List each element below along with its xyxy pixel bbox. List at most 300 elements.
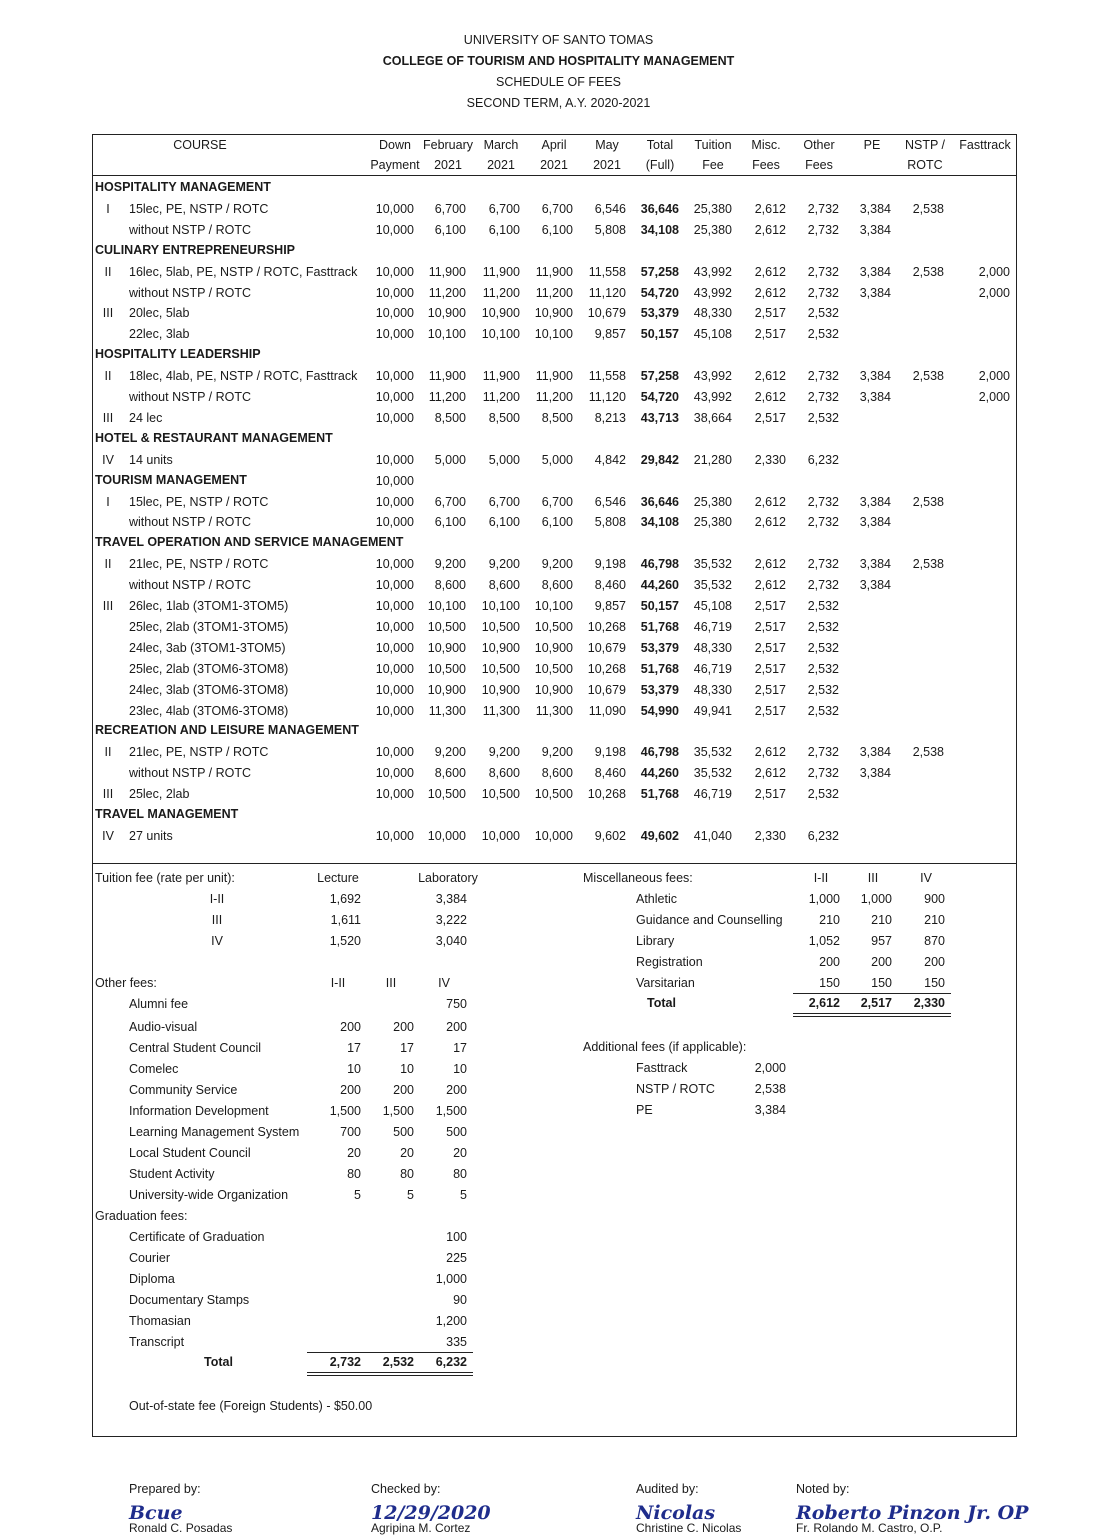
- graduation-fee-name: Documentary Stamps: [129, 1293, 250, 1307]
- other-fee-value: 200: [446, 1083, 467, 1097]
- misc-fee-name: Registration: [636, 955, 703, 969]
- fee-cell: 2,330: [754, 452, 786, 467]
- fee-cell: 49,941: [693, 703, 732, 718]
- fee-cell: 9,198: [594, 745, 626, 760]
- fee-cell: 6,700: [488, 494, 520, 509]
- fee-cell: 9,200: [434, 745, 466, 760]
- graduation-fee-value: 100: [446, 1230, 467, 1244]
- graduation-fee-name: Thomasian: [129, 1314, 191, 1328]
- other-fee-name: Audio-visual: [129, 1020, 198, 1034]
- year-level: II: [104, 745, 112, 760]
- fee-cell: 10,268: [587, 787, 626, 802]
- other-fee-value: 10: [453, 1062, 467, 1076]
- fee-cell: 10,500: [427, 661, 466, 676]
- fee-cell: 11,558: [588, 369, 626, 384]
- fee-cell: 10,000: [375, 745, 414, 760]
- year-level: III: [102, 599, 114, 613]
- fee-cell: 10,000: [375, 390, 414, 404]
- other-fee-value: 80: [400, 1167, 414, 1181]
- graduation-fee-value: 1,000: [435, 1272, 467, 1286]
- fee-cell: 11,200: [428, 285, 466, 300]
- course-description: 16lec, 5lab, PE, NSTP / ROTC, Fasttrack: [129, 264, 358, 279]
- fee-cell: 3,384: [859, 494, 891, 509]
- fee-cell: 2,532: [807, 306, 839, 321]
- fee-cell: 8,600: [434, 578, 466, 593]
- signatory-name: Agripina M. Cortez: [371, 1521, 471, 1535]
- other-fee-name: Central Student Council: [129, 1041, 262, 1055]
- fee-cell: 3,384: [859, 578, 891, 593]
- other-fee-value: 200: [393, 1020, 414, 1034]
- fee-cell: 5,000: [434, 452, 466, 467]
- fee-cell: 10,900: [427, 306, 466, 321]
- fee-cell: 6,100: [541, 515, 573, 530]
- fee-cell: 25,380: [693, 201, 732, 216]
- fee-cell: 48,330: [693, 306, 732, 321]
- fee-cell: 10,100: [481, 599, 520, 613]
- fee-cell: 2,732: [807, 201, 839, 216]
- fee-cell: 3,384: [859, 201, 891, 216]
- fee-cell: 2,732: [807, 578, 839, 593]
- fee-cell: 8,600: [541, 578, 573, 593]
- fee-cell: 11,200: [535, 285, 573, 300]
- column-header-8-line-1: Fees: [752, 158, 780, 172]
- fee-cell: 2,612: [754, 222, 786, 237]
- fee-cell: 10,000: [375, 222, 414, 237]
- fee-cell: 10,000: [375, 327, 414, 342]
- additional-fee-name: PE: [636, 1103, 653, 1117]
- fee-cell: 51,768: [640, 661, 679, 676]
- fee-cell: 2,517: [754, 787, 786, 802]
- other-fees-total-value: 2,532: [382, 1355, 414, 1369]
- tuition-level: III: [211, 913, 223, 927]
- fee-cell: 46,719: [693, 787, 732, 802]
- fee-cell: 10,100: [534, 599, 573, 613]
- other-fee-value: 20: [400, 1146, 414, 1160]
- other-fee-value: 5: [407, 1188, 414, 1202]
- fee-cell: 2,732: [807, 222, 839, 237]
- handwritten-signature: 12/29/2020: [371, 1502, 491, 1524]
- other-fees-header: IV: [438, 976, 450, 990]
- course-description: 20lec, 5lab: [129, 306, 190, 321]
- fee-cell: 2,538: [912, 745, 944, 760]
- fee-cell: 10,000: [375, 515, 414, 530]
- fee-cell: 43,992: [693, 285, 732, 300]
- fee-cell: 2,532: [807, 619, 839, 634]
- course-description: 24lec, 3ab (3TOM1-3TOM5): [129, 640, 286, 655]
- graduation-fee-name: Diploma: [129, 1272, 175, 1286]
- course-description: without NSTP / ROTC: [129, 285, 252, 300]
- fee-cell: 10,000: [375, 264, 414, 279]
- fee-cell: 2,538: [912, 369, 944, 384]
- fee-cell: 2,732: [807, 390, 839, 404]
- course-description: 24 lec: [129, 410, 163, 425]
- fee-cell: 6,700: [434, 201, 466, 216]
- year-level: II: [104, 557, 112, 572]
- fee-cell: 25,380: [693, 494, 732, 509]
- tuition-title: Tuition fee (rate per unit):: [95, 871, 235, 885]
- fee-cell: 10,000: [375, 619, 414, 634]
- signatory-name: Fr. Rolando M. Castro, O.P.: [796, 1521, 943, 1535]
- additional-fee-value: 2,538: [754, 1082, 786, 1096]
- fee-cell: 6,100: [434, 515, 466, 530]
- misc-fee-value: 150: [819, 976, 840, 990]
- fee-cell: 10,679: [587, 306, 626, 321]
- fee-cell: 2,532: [807, 787, 839, 802]
- fee-cell: 2,612: [754, 285, 786, 300]
- course-description: without NSTP / ROTC: [129, 766, 252, 781]
- fee-cell: 10,500: [534, 787, 573, 802]
- course-description: 14 units: [129, 452, 173, 467]
- year-level: I: [106, 201, 110, 216]
- fee-cell: 6,700: [488, 201, 520, 216]
- fee-cell: 2,000: [978, 285, 1010, 300]
- fee-cell: 2,538: [912, 494, 944, 509]
- fee-cell: 51,768: [640, 787, 679, 802]
- fee-cell: 10,679: [587, 640, 626, 655]
- misc-fee-value: 210: [871, 913, 892, 927]
- section-heading: HOTEL & RESTAURANT MANAGEMENT: [95, 430, 333, 445]
- fee-cell: 48,330: [693, 682, 732, 697]
- fee-cell: 9,200: [541, 745, 573, 760]
- other-fee-name: Community Service: [129, 1083, 238, 1097]
- fee-cell: 8,500: [541, 410, 573, 425]
- other-fee-value: 17: [347, 1041, 361, 1055]
- course-description: without NSTP / ROTC: [129, 222, 252, 237]
- fee-cell: 8,600: [434, 766, 466, 781]
- other-fee-value: 700: [340, 1125, 361, 1139]
- graduation-fee-name: Courier: [129, 1251, 170, 1265]
- fee-cell: 10,900: [481, 306, 520, 321]
- fee-cell: 11,200: [482, 285, 520, 300]
- fee-cell: 8,500: [434, 410, 466, 425]
- fee-cell: 2,532: [807, 682, 839, 697]
- other-fee-value: 1,500: [329, 1104, 361, 1118]
- fee-cell: 10,000: [375, 787, 414, 802]
- column-header-6-line-0: Total: [646, 138, 674, 152]
- fee-cell: 10,100: [427, 327, 466, 342]
- fee-cell: 10,268: [587, 661, 626, 676]
- fee-cell: 11,900: [428, 369, 466, 384]
- misc-fee-name: Varsitarian: [636, 976, 695, 990]
- fee-cell: 10,000: [375, 473, 414, 488]
- course-description: 25lec, 2lab: [129, 787, 190, 802]
- fee-cell: 10,000: [375, 828, 414, 843]
- fee-cell: 10,000: [375, 766, 414, 781]
- misc-fee-name: Guidance and Counselling: [636, 913, 783, 927]
- other-fee-name: University-wide Organization: [129, 1188, 289, 1202]
- misc-fee-value: 150: [924, 976, 945, 990]
- fee-cell: 29,842: [640, 452, 679, 467]
- column-header-5-line-0: May: [595, 138, 619, 152]
- fee-cell: 45,108: [693, 599, 732, 613]
- fee-cell: 6,546: [594, 494, 626, 509]
- other-fee-value: 1,500: [382, 1104, 414, 1118]
- year-level: III: [102, 787, 114, 802]
- fee-cell: 54,720: [640, 285, 679, 300]
- fee-cell: 11,900: [482, 264, 520, 279]
- fee-cell: 3,384: [859, 557, 891, 572]
- fee-cell: 2,000: [978, 369, 1010, 384]
- column-header-5-line-1: 2021: [593, 158, 621, 172]
- fee-cell: 43,992: [693, 264, 732, 279]
- fee-cell: 2,732: [807, 745, 839, 760]
- fee-cell: 10,268: [587, 619, 626, 634]
- other-fee-value: 500: [393, 1125, 414, 1139]
- fee-cell: 3,384: [859, 369, 891, 384]
- fee-cell: 2,532: [807, 410, 839, 425]
- other-fee-value: 200: [340, 1020, 361, 1034]
- tuition-laboratory-rate: 3,384: [435, 892, 467, 906]
- tuition-laboratory-header: Laboratory: [418, 871, 478, 885]
- fee-cell: 6,232: [807, 452, 839, 467]
- fee-cell: 3,384: [859, 745, 891, 760]
- fee-cell: 54,720: [640, 390, 679, 404]
- fee-cell: 2,000: [978, 264, 1010, 279]
- year-level: II: [104, 369, 112, 384]
- other-fees-header: I-II: [330, 976, 346, 990]
- university-name: UNIVERSITY OF SANTO TOMAS: [463, 33, 654, 47]
- course-description: 15lec, PE, NSTP / ROTC: [129, 494, 269, 509]
- other-fees-total-double-rule-2: [307, 1375, 473, 1376]
- misc-fees-total-double-rule-1: [793, 1013, 951, 1014]
- fee-cell: 2,538: [912, 264, 944, 279]
- fee-cell: 2,732: [807, 264, 839, 279]
- fee-cell: 2,538: [912, 557, 944, 572]
- course-description: 15lec, PE, NSTP / ROTC: [129, 201, 269, 216]
- other-fees-total-value: 6,232: [435, 1355, 467, 1369]
- other-fee-value: 80: [453, 1167, 467, 1181]
- fee-cell: 3,384: [859, 264, 891, 279]
- signature-label: Prepared by:: [129, 1482, 201, 1496]
- fee-cell: 10,500: [427, 619, 466, 634]
- misc-fee-value: 1,052: [808, 934, 840, 948]
- course-description: 18lec, 4lab, PE, NSTP / ROTC, Fasttrack: [129, 369, 358, 384]
- signature-label: Noted by:: [796, 1482, 850, 1496]
- fee-cell: 8,500: [488, 410, 520, 425]
- fee-cell: 10,000: [375, 306, 414, 321]
- fee-cell: 36,646: [640, 494, 679, 509]
- fee-cell: 10,900: [534, 640, 573, 655]
- misc-fee-value: 957: [871, 934, 892, 948]
- fee-cell: 44,260: [640, 578, 679, 593]
- fee-cell: 10,500: [427, 787, 466, 802]
- fee-cell: 6,546: [594, 201, 626, 216]
- fee-cell: 4,842: [594, 452, 626, 467]
- fee-cell: 2,612: [754, 745, 786, 760]
- graduation-fees-title: Graduation fees:: [95, 1209, 188, 1223]
- signature-label: Audited by:: [636, 1482, 699, 1496]
- fee-cell: 51,768: [640, 619, 679, 634]
- misc-fee-value: 210: [819, 913, 840, 927]
- fee-cell: 2,517: [754, 640, 786, 655]
- other-fee-value: 10: [347, 1062, 361, 1076]
- other-fees-total-rule: [307, 1352, 473, 1353]
- fee-cell: 57,258: [640, 369, 679, 384]
- other-fee-name: Information Development: [129, 1104, 269, 1118]
- section-heading: TOURISM MANAGEMENT: [95, 472, 247, 487]
- section-heading: HOSPITALITY LEADERSHIP: [95, 347, 261, 362]
- column-header-4-line-0: April: [541, 138, 567, 152]
- fee-cell: 43,992: [693, 369, 732, 384]
- course-description: 25lec, 2lab (3TOM1-3TOM5): [129, 619, 289, 634]
- misc-fees-total-double-rule-2: [793, 1016, 951, 1017]
- year-level: I: [106, 494, 110, 509]
- fee-cell: 44,260: [640, 766, 679, 781]
- fee-cell: 2,000: [978, 390, 1010, 404]
- misc-fee-value: 900: [924, 892, 945, 906]
- other-fee-value: 20: [453, 1146, 467, 1160]
- fee-cell: 2,532: [807, 327, 839, 342]
- section-heading: HOSPITALITY MANAGEMENT: [95, 180, 271, 194]
- fee-cell: 11,300: [428, 703, 466, 718]
- fee-cell: 11,900: [428, 264, 466, 279]
- misc-fee-value: 210: [924, 913, 945, 927]
- other-fees-total-label: Total: [204, 1355, 233, 1369]
- column-header-9-line-0: Other: [803, 138, 835, 152]
- fee-cell: 46,798: [640, 745, 679, 760]
- fee-cell: 2,532: [807, 661, 839, 676]
- fee-cell: 10,000: [375, 640, 414, 655]
- tuition-level: IV: [211, 934, 223, 948]
- fee-cell: 9,602: [594, 828, 626, 843]
- tuition-lecture-header: Lecture: [317, 871, 359, 885]
- additional-fee-name: NSTP / ROTC: [636, 1082, 715, 1096]
- handwritten-signature: Bcue: [129, 1502, 183, 1524]
- column-header-6-line-1: (Full): [645, 158, 675, 172]
- course-description: 27 units: [129, 828, 173, 843]
- fee-cell: 10,000: [375, 557, 414, 572]
- fee-cell: 11,300: [482, 703, 520, 718]
- college-name: COLLEGE OF TOURISM AND HOSPITALITY MANAGEMENT: [382, 54, 735, 68]
- year-level: IV: [102, 452, 114, 467]
- fee-cell: 11,558: [588, 264, 626, 279]
- other-fee-value: 80: [347, 1167, 361, 1181]
- fee-cell: 2,612: [754, 390, 786, 404]
- fee-cell: 6,700: [541, 201, 573, 216]
- other-fees-title: Other fees:: [95, 976, 157, 990]
- misc-fees-total-value: 2,517: [860, 996, 892, 1010]
- fee-cell: 53,379: [640, 306, 679, 321]
- additional-fees-title: Additional fees (if applicable):: [583, 1040, 747, 1054]
- fee-cell: 11,200: [482, 390, 520, 404]
- fee-cell: 35,532: [693, 745, 732, 760]
- out-of-state-fee: Out-of-state fee (Foreign Students) - $50.00: [129, 1399, 373, 1413]
- fee-cell: 3,384: [859, 390, 891, 404]
- fee-cell: 2,732: [807, 515, 839, 530]
- fee-cell: 10,000: [481, 828, 520, 843]
- fee-cell: 50,157: [640, 327, 679, 342]
- fee-cell: 10,679: [587, 682, 626, 697]
- fee-cell: 49,602: [640, 828, 679, 843]
- fee-cell: 9,857: [594, 327, 626, 342]
- fee-cell: 10,000: [375, 494, 414, 509]
- fee-cell: 54,990: [640, 703, 679, 718]
- fee-cell: 11,090: [588, 703, 626, 718]
- tuition-level: I-II: [209, 892, 225, 906]
- fee-cell: 2,517: [754, 599, 786, 613]
- fee-cell: 10,900: [427, 640, 466, 655]
- fee-cell: 9,200: [488, 745, 520, 760]
- fee-cell: 5,808: [594, 515, 626, 530]
- fee-cell: 10,900: [534, 306, 573, 321]
- fee-cell: 10,000: [375, 599, 414, 613]
- column-header-0-line-0: COURSE: [173, 138, 227, 152]
- fee-cell: 3,384: [859, 766, 891, 781]
- fee-cell: 2,612: [754, 201, 786, 216]
- other-fee-value: 5: [354, 1188, 361, 1202]
- fee-cell: 8,460: [594, 578, 626, 593]
- signatory-name: Christine C. Nicolas: [636, 1521, 742, 1535]
- other-fee-value: 200: [393, 1083, 414, 1097]
- other-fee-value: 500: [446, 1125, 467, 1139]
- graduation-fee-value: 1,200: [435, 1314, 467, 1328]
- section-heading: TRAVEL MANAGEMENT: [95, 807, 239, 821]
- column-header-divider: [92, 175, 1017, 176]
- fee-cell: 2,517: [754, 619, 786, 634]
- course-description: 24lec, 3lab (3TOM6-3TOM8): [129, 682, 289, 697]
- fee-cell: 10,000: [375, 682, 414, 697]
- year-level: II: [104, 264, 112, 279]
- fee-cell: 3,384: [859, 515, 891, 530]
- fee-cell: 5,000: [488, 452, 520, 467]
- other-fee-value: 17: [400, 1041, 414, 1055]
- fee-cell: 10,000: [375, 201, 414, 216]
- tuition-laboratory-rate: 3,040: [435, 934, 467, 948]
- fee-cell: 2,532: [807, 640, 839, 655]
- fee-cell: 2,517: [754, 306, 786, 321]
- fee-cell: 2,330: [754, 828, 786, 843]
- fee-cell: 10,100: [427, 599, 466, 613]
- section-heading: RECREATION AND LEISURE MANAGEMENT: [95, 723, 359, 738]
- fee-cell: 11,300: [535, 703, 573, 718]
- fee-cell: 38,664: [693, 410, 732, 425]
- fee-cell: 10,000: [427, 828, 466, 843]
- column-header-12-line-0: Fasttrack: [959, 138, 1011, 152]
- misc-fees-total-label: Total: [647, 996, 676, 1010]
- graduation-fee-value: 225: [446, 1251, 467, 1265]
- fee-cell: 46,798: [640, 557, 679, 572]
- column-header-3-line-0: March: [483, 138, 519, 152]
- course-description: 25lec, 2lab (3TOM6-3TOM8): [129, 661, 289, 676]
- fee-cell: 8,600: [488, 766, 520, 781]
- other-fee-name: Comelec: [129, 1062, 179, 1076]
- fee-cell: 2,517: [754, 682, 786, 697]
- graduation-fee-value: 335: [446, 1335, 467, 1349]
- fee-cell: 3,384: [859, 285, 891, 300]
- fee-cell: 5,000: [541, 452, 573, 467]
- signatory-name: Ronald C. Posadas: [129, 1521, 233, 1535]
- fee-cell: 6,232: [807, 828, 839, 843]
- fee-cell: 11,120: [588, 390, 626, 404]
- misc-fees-total-value: 2,330: [913, 996, 945, 1010]
- misc-fees-header: I-II: [813, 871, 829, 885]
- fee-cell: 2,612: [754, 369, 786, 384]
- misc-fees-total-rule: [793, 993, 951, 994]
- other-fee-value: 1,500: [435, 1104, 467, 1118]
- fee-cell: 10,100: [481, 327, 520, 342]
- fee-cell: 2,732: [807, 285, 839, 300]
- fee-cell: 43,992: [693, 390, 732, 404]
- other-fee-value: 20: [347, 1146, 361, 1160]
- course-description: 21lec, PE, NSTP / ROTC: [129, 557, 269, 572]
- fee-cell: 41,040: [693, 828, 732, 843]
- handwritten-signature: Nicolas: [636, 1502, 716, 1524]
- misc-fees-total-value: 2,612: [808, 996, 840, 1010]
- fee-cell: 10,100: [534, 327, 573, 342]
- fee-cell: 11,900: [535, 264, 573, 279]
- fee-cell: 2,532: [807, 599, 839, 613]
- additional-fee-value: 3,384: [754, 1103, 786, 1117]
